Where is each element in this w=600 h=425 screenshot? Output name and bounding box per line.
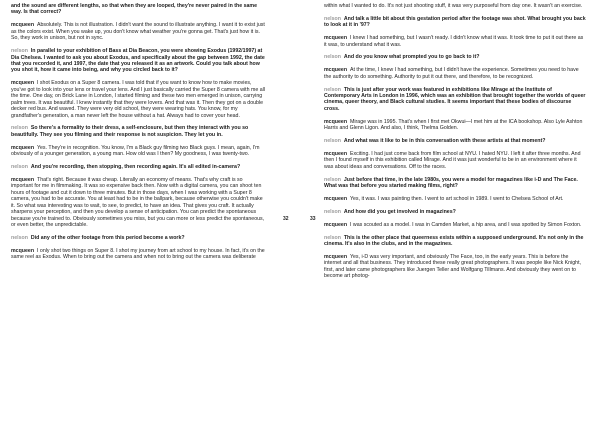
speaker-mcqueen: mcqueen bbox=[324, 195, 348, 202]
speaker-mcqueen: mcqueen bbox=[11, 22, 35, 29]
question-paragraph bbox=[11, 3, 265, 16]
paragraph-text: I was scouted as a model. I was in Camden Market, a hip area, and I was spotted by Simon Foxton. bbox=[349, 221, 582, 228]
speaker-mcqueen: mcqueen bbox=[11, 144, 35, 151]
speaker-mcqueen: mcqueen bbox=[324, 221, 348, 228]
answer-paragraph bbox=[11, 145, 265, 158]
speaker-nelson: nelson bbox=[324, 138, 341, 145]
question-paragraph bbox=[11, 164, 265, 170]
speaker-mcqueen: mcqueen bbox=[11, 176, 35, 183]
speaker-mcqueen: mcqueen bbox=[11, 247, 35, 254]
answer-paragraph bbox=[11, 22, 265, 41]
question-paragraph bbox=[324, 87, 586, 113]
paragraph-text: Yes, i-D was very important, and obviously The Face, too, in the early years. This is before the internet and all that business. They introduced these really great photographers. It was people like Nick Knight, first, and later came photographers like Juergen Teller and Wolfgang Tillmans. And obviously they went on to become art photog- bbox=[324, 253, 582, 280]
speaker-nelson: nelson bbox=[324, 234, 341, 241]
paragraph-text: So there's a formality to their dress, a self-enclosure, but then they interact with you so beautifully. They see you filming and their response is not suspicion. They let you in. bbox=[11, 125, 249, 138]
paragraph-text: At the time, I knew I had something, but I didn't have the experience. Sometimes you need to have the authority to do something. Authority to put it out there, and therefore, to be recognized. bbox=[324, 67, 579, 80]
paragraph-text: And you're recording, then stopping, then recording again. It's all edited in-camera? bbox=[30, 163, 241, 170]
paragraph-text: I only shot two things on Super 8. I shot my journey from art school to my house. In fact, it's on the same reel as Exodus. When to bring out the camera and when not to bring out the camera was deliberate bbox=[11, 247, 265, 261]
paragraph-text: and the sound are different lengths, so that when they are looped, they're never paired in the same way. Is that correct? bbox=[11, 3, 258, 16]
speaker-mcqueen: mcqueen bbox=[324, 150, 348, 157]
question-paragraph bbox=[324, 16, 586, 29]
right-page bbox=[324, 3, 586, 280]
speaker-nelson: nelson bbox=[324, 15, 341, 22]
paragraph-text: And what was it like to be in this conversation with these artists at that moment? bbox=[343, 138, 546, 145]
speaker-nelson: nelson bbox=[11, 234, 28, 241]
paragraph-text: In parallel to your exhibition of Bass at Dia Beacon, you were showing Exodus (1992/1997) at Dia Chelsea. I wanted to ask you about Exodus, and specifically about the gap between 1992, the date that you recorded it, and 1997, the date that you released it as an artwork. Could you talk about how you shot it, how it came into being, and why you circled back to it? bbox=[11, 48, 265, 74]
paragraph-text: Yes. They're in recognition. You know, I'm a Black guy filming two Black guys. I mean, again, I'm obviously of a younger generation, a young man. How old was I then? My goodness, I was twenty-two. bbox=[11, 144, 260, 158]
answer-paragraph bbox=[324, 222, 586, 228]
paragraph-text: Just before that time, in the late 1980s, you were a model for magazines like i-D and The Face. What was that before you started making films, right? bbox=[324, 176, 578, 190]
answer-paragraph bbox=[324, 3, 586, 9]
paragraph-text: And do you know what prompted you to go back to it? bbox=[343, 54, 480, 61]
paragraph-text: I shot Exodus on a Super 8 camera. I was told that if you want to know how to make movies, you've got to look into your lens or travel your lens. And I just basically carried the Super 8 camera with me all the time. One day, on Brick Lane in London, I started filming and these two men emerged in unison, carrying palm trees. It was beautiful. I knew instantly that they were lovers. And that was it. Then they got on a double decker red bus. And waved. They were very old school, they were wearing hats. You know, for my grandfather's generation, a man never left the house without a hat. Always had to cover your head. bbox=[11, 80, 266, 119]
paragraph-text: within what I wanted to do. It's not just shooting stuff, it was very purposeful from day one. It wasn't an exercise. bbox=[324, 3, 583, 9]
paragraph-text: And talk a little bit about this gestation period after the footage was shot. What brought you back to look at it in '97? bbox=[324, 15, 586, 29]
paragraph-text: Exciting. I had just come back from film school at NYU. I hated NYU. I left it after three months. And then I found myself in this exhibition called Mirage. And it was just wonderful to be in an environment where it was about ideas and conversations. Off to the races. bbox=[324, 150, 581, 170]
question-paragraph bbox=[324, 177, 586, 190]
paragraph-text: That's right. Because it was cheap. Literally an economy of means. That's why craft is so important for me in filmmaking. It was so expensive back then. Now with a digital camera, you can shoot ten hours of footage and cut it down to three minutes. But in those days, when I was working with a Super 8 camera, you had to be accurate. You at least had to be in the ballpark, because otherwise you couldn't make it. So what was interesting was to wait, to see, to predict, to have an idea. That gives you craft. It actually sharpens your perception, and then you develop a sense of anticipation. You can predict the spontaneous because you're trained to. Obviously sometimes you miss, but you can more or less predict the spontaneous, or even better, the unpredictable. bbox=[11, 176, 265, 228]
speaker-nelson: nelson bbox=[324, 176, 341, 183]
answer-paragraph bbox=[11, 177, 265, 229]
speaker-mcqueen: mcqueen bbox=[11, 80, 35, 87]
speaker-mcqueen: mcqueen bbox=[324, 118, 348, 125]
speaker-nelson: nelson bbox=[324, 86, 341, 93]
paragraph-text: Absolutely. This is not illustration. I didn't want the sound to illustrate anything. I want it to exist just as the colors exist. When you wake up, you don't know what weather you're gonna get. That's just how it is. So, they work in unison, but not in sync. bbox=[11, 22, 265, 42]
question-paragraph bbox=[11, 125, 265, 138]
page-number-right: 33 bbox=[310, 216, 316, 222]
speaker-nelson: nelson bbox=[324, 208, 341, 215]
paragraph-text: I knew I had something, but I wasn't ready. I didn't know what it was. It took time to put it out there as it was, to understand what it was. bbox=[324, 35, 584, 48]
page-number-left: 32 bbox=[283, 216, 289, 222]
paragraph-text: Mirage was in 1995. That's when I first met Okwui—I met him at the ICA bookshop. Also Lyle Ashton Harris and Glenn Ligon. And also, I think, Thelma Golden. bbox=[324, 118, 583, 132]
speaker-nelson: nelson bbox=[11, 125, 28, 132]
left-page bbox=[11, 3, 265, 261]
paragraph-text: And how did you get involved in magazines? bbox=[343, 208, 456, 215]
speaker-mcqueen: mcqueen bbox=[324, 67, 348, 74]
speaker-nelson: nelson bbox=[11, 163, 28, 170]
answer-paragraph bbox=[324, 67, 586, 80]
question-paragraph bbox=[324, 235, 586, 248]
question-paragraph bbox=[11, 48, 265, 74]
answer-paragraph bbox=[324, 151, 586, 170]
paragraph-text: This is the other place that queerness exists within a supposed underground. It's not only in the cinema. It's also in the clubs, and in the magazines. bbox=[324, 234, 584, 247]
paragraph-text: Did any of the other footage from this period become a work? bbox=[30, 234, 185, 241]
speaker-nelson: nelson bbox=[324, 54, 341, 61]
answer-paragraph bbox=[324, 119, 586, 132]
speaker-mcqueen: mcqueen bbox=[324, 35, 348, 42]
paragraph-text: This is just after your work was featured in exhibitions like Mirage at the Institute of Contemporary Arts in London in 1996, which was an exhibition that brought together the worlds of queer cinema, queer theory, and Black cultural studies. It seems important that these bodies of discourse cross. bbox=[324, 86, 586, 112]
answer-paragraph bbox=[324, 196, 586, 202]
answer-paragraph bbox=[324, 254, 586, 280]
answer-paragraph bbox=[324, 35, 586, 48]
paragraph-text: Yes, it was. I was painting then. I went to art school in 1989. I went to Chelsea School of Art. bbox=[349, 195, 564, 202]
answer-paragraph bbox=[11, 248, 265, 261]
answer-paragraph bbox=[11, 80, 265, 119]
speaker-mcqueen: mcqueen bbox=[324, 253, 348, 260]
speaker-nelson: nelson bbox=[11, 48, 28, 55]
